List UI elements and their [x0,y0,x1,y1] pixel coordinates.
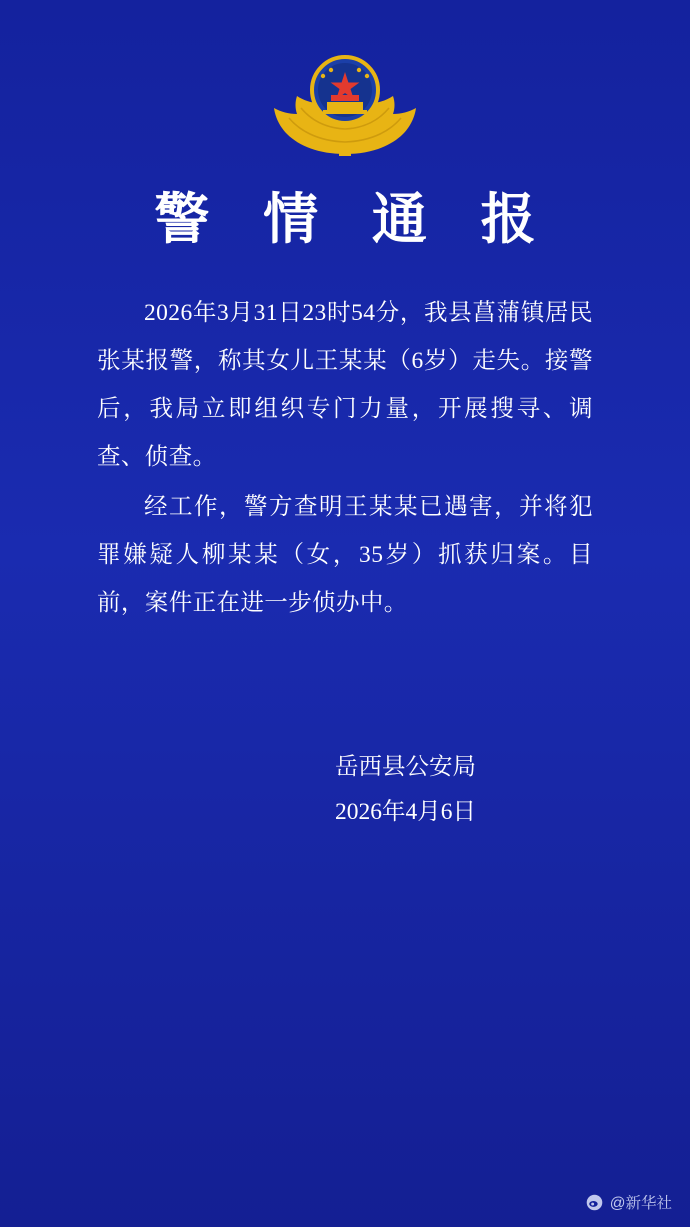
page-title: 警 情 通 报 [154,189,556,250]
police-badge-icon [265,46,425,164]
source-label: @新华社 [609,1195,672,1212]
notice-paragraph-2: 经工作，警方查明王某某已遇害，并将犯罪嫌疑人柳某某（女，35岁）抓获归案。目前，案件正在进一步侦办中。 [97,493,593,616]
weibo-icon [586,1194,603,1211]
notice-paragraph-1: 2026年3月31日23时54分，我县菖蒲镇居民张某报警，称其女儿王某某（6岁）走失。接警后，我局立即组织专门力量，开展搜寻、调查、侦查。 [97,299,593,470]
source-watermark [586,1191,672,1213]
signature-block [97,745,593,835]
notice-body [97,289,593,627]
signature-date: 2026年4月6日 [335,798,476,825]
signature-issuer: 岳西县公安局 [335,753,476,780]
